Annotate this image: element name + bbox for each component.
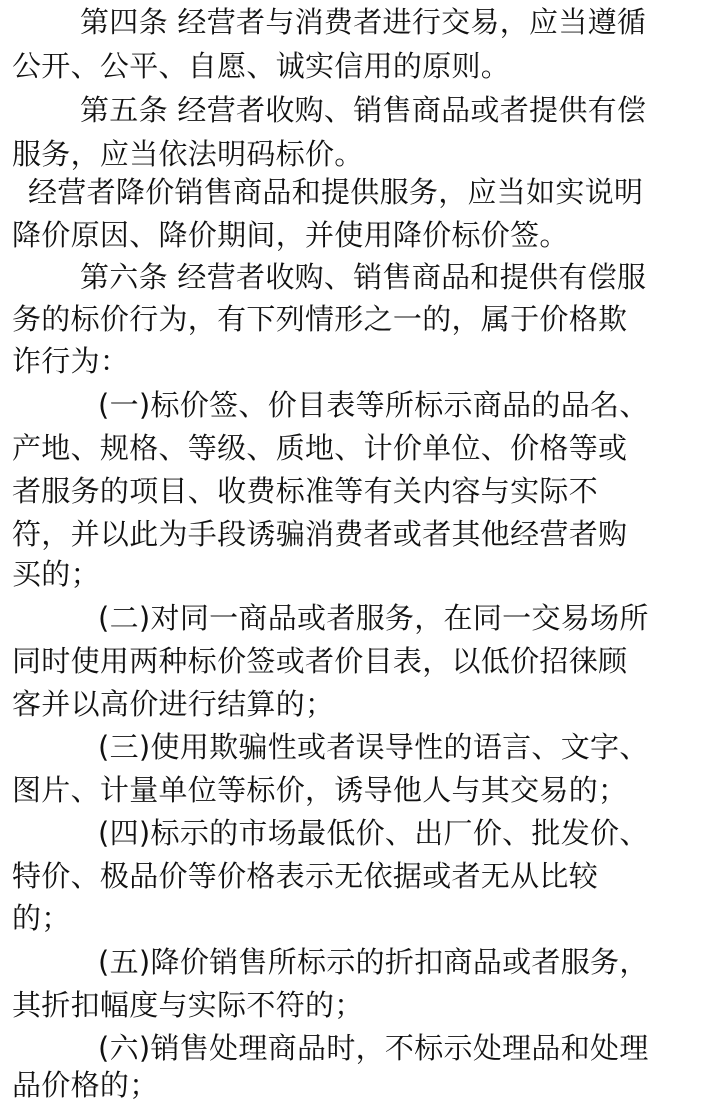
item-5-line-1: (五)降价销售所标示的折扣商品或者服务， (98, 945, 649, 979)
article-6-line-3: 诈行为： (12, 344, 130, 378)
item-2-line-3: 客并以高价进行结算的； (12, 687, 335, 721)
article-5-para-2-line-2: 降价原因、降价期间，并使用降价标价签。 (12, 218, 569, 252)
item-3-line-2: 图片、计量单位等标价，诱导他人与其交易的； (12, 773, 628, 807)
item-6-line-1: (六)销售处理商品时，不标示处理品和处理 (98, 1031, 649, 1065)
item-4-line-2: 特价、极品价等价格表示无依据或者无从比较 (12, 859, 599, 893)
item-1-line-1: (一)标价签、价目表等所标示商品的品名、 (98, 388, 649, 422)
item-3-line-1: (三)使用欺骗性或者误导性的语言、文字、 (98, 730, 649, 764)
article-6-line-2: 务的标价行为，有下列情形之一的，属于价格欺 (12, 302, 628, 336)
article-5-para-2-line-1: 经营者降价销售商品和提供服务，应当如实说明 (28, 175, 644, 209)
article-4-line-2: 公开、公平、自愿、诚实信用的原则。 (12, 49, 511, 83)
article-6-line-1: 第六条 经营者收购、销售商品和提供有偿服 (80, 260, 647, 294)
item-5-line-2: 其折扣幅度与实际不符的； (12, 988, 364, 1022)
article-5-line-2: 服务，应当依法明码标价。 (12, 137, 364, 171)
item-2-line-2: 同时使用两种标价签或者价目表，以低价招徕顾 (12, 644, 628, 678)
item-4-line-3: 的； (12, 901, 71, 935)
article-4-line-1: 第四条 经营者与消费者进行交易，应当遵循 (80, 5, 647, 39)
item-4-line-1: (四)标示的市场最低价、出厂价、批发价、 (98, 816, 649, 850)
item-2-line-1: (二)对同一商品或者服务，在同一交易场所 (98, 601, 649, 635)
article-5-line-1: 第五条 经营者收购、销售商品或者提供有偿 (80, 93, 647, 127)
item-1-line-4: 符，并以此为手段诱骗消费者或者其他经营者购 (12, 517, 628, 551)
item-1-line-5: 买的； (12, 557, 100, 591)
item-1-line-2: 产地、规格、等级、质地、计价单位、价格等或 (12, 431, 628, 465)
item-1-line-3: 者服务的项目、收费标准等有关内容与实际不 (12, 474, 599, 508)
item-6-line-2: 品价格的； (12, 1068, 159, 1102)
